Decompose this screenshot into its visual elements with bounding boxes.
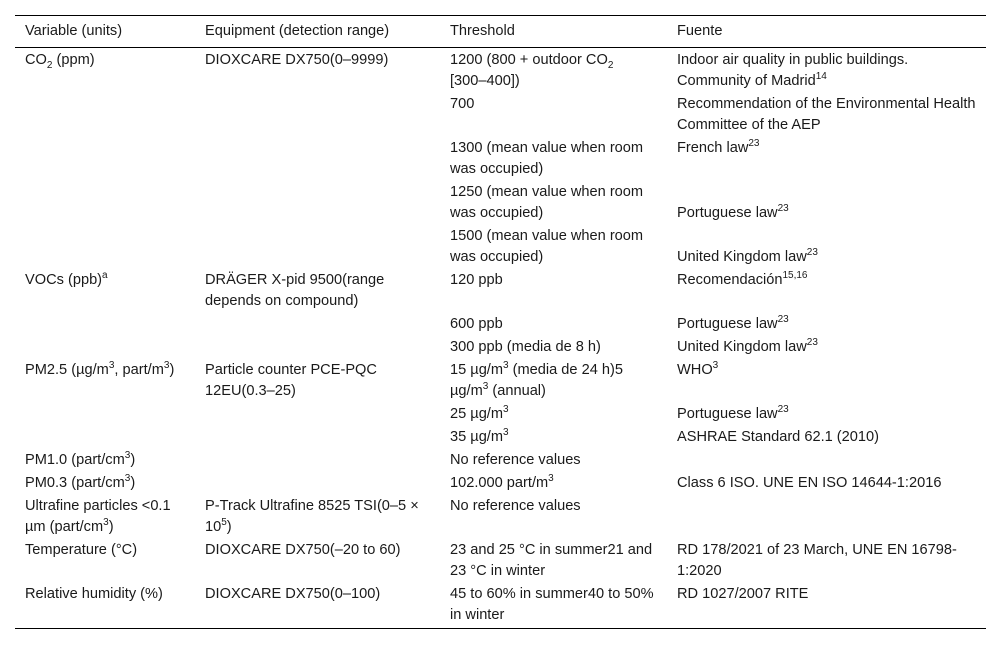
threshold-cell: 700 [450,96,475,112]
threshold-cell: No reference values [450,498,581,514]
threshold-cell: 1250 (mean value when room was occupied) [450,184,644,221]
source-cell: RD 1027/2007 RITE [667,583,986,629]
table-row [15,539,986,583]
variable-cell: VOCs (ppb)$^a$ [25,270,108,288]
threshold-cell: 600 ppb [450,316,503,332]
header-threshold: Threshold [440,16,667,48]
table-row [15,583,986,629]
header-row [15,16,986,48]
variable-cell: Temperature (°C) [25,542,138,558]
source-cell: RD 178/2021 of 23 March, UNE EN 16798-1:2020 [677,542,957,579]
threshold-cell: 23 and 25 °C in summer21 and 23 °C in winter [450,542,653,579]
thresholds-table [15,15,986,629]
source-cell: Portuguese law$^{23}$ [677,203,789,221]
source-cell: ASHRAE Standard 62.1 (2010) [677,429,879,445]
source-cell: Indoor air quality in public buildings. Community of Madrid$^{14}$ [677,52,909,89]
threshold-cell: No reference values [450,452,581,468]
source-cell: Recommendation of the Environmental Health Committee of the AEP [677,96,976,133]
variable-cell: PM2.5 ($\mu g/m^3$, part/$m^3$) [25,360,175,378]
header-variable: Variable (units) [15,16,195,48]
equipment-cell: P-Track Ultrafine 8525 $TSI(0-5 \times 10^5)$ [205,498,419,535]
table-row [15,426,986,449]
table-row [15,449,986,472]
header-source: Fuente [667,16,986,48]
table-row [15,181,986,225]
equipment-cell: DIOXCARE DX750(0–9999) [205,52,389,68]
table-row [15,495,986,539]
table-container [15,15,986,629]
header-equipment: Equipment (detection range) [195,16,440,48]
table-row [15,336,986,359]
threshold-cell: 1200 (800 + outdoor $CO_2$ [300–400]) [450,52,614,89]
source-cell: United Kingdom law$^{23}$ [677,337,818,355]
variable-cell: PM0.3 $(part/cm^3)$ [25,473,136,491]
threshold-cell: 102.000 part/$m^3$ [450,473,554,491]
threshold-cell: 25 $\mu g/m^3$ [450,404,509,422]
table-row [15,359,986,403]
source-cell: United Kingdom law$^{23}$ [677,247,818,265]
table-row [15,48,986,94]
source-cell: WHO$^3$ [677,360,719,378]
source-cell: Portuguese law$^{23}$ [677,404,789,422]
table-row [15,137,986,181]
equipment-cell: DRÄGER X-pid 9500(range depends on compound) [205,272,385,309]
equipment-cell: Particle counter PCE-PQC 12EU(0.3–25) [205,362,377,399]
threshold-cell: 15 $\mu g/m^3$ (media de 24 h)5 $\mu g/m^3$ (annual) [450,360,623,399]
table-row [15,93,986,137]
table-row [15,403,986,426]
source-cell: Portuguese law$^{23}$ [677,314,789,332]
variable-cell: Ultrafine particles <0.1 µm $(part/cm^3)$ [25,498,171,535]
equipment-cell: DIOXCARE DX750(0–100) [195,583,440,629]
variable-cell: $CO_2$ (ppm) [25,52,95,71]
threshold-cell: 1300 (mean value when room was occupied) [450,140,644,177]
table-row [15,225,986,269]
variable-cell: Relative humidity (%) [15,583,195,629]
threshold-cell: 35 $\mu g/m^3$ [450,427,509,445]
threshold-cell: 1500 (mean value when room was occupied) [450,228,644,265]
equipment-cell: DIOXCARE DX750(–20 to 60) [205,542,401,558]
variable-cell: PM1.0 $(part/cm^3)$ [25,450,136,468]
table-row [15,269,986,313]
source-cell: French law$^{23}$ [677,138,760,156]
table-row [15,472,986,495]
threshold-cell: 120 ppb [450,272,503,288]
table-row [15,313,986,336]
threshold-cell: 45 to 60% in summer40 to 50% in winter [440,583,667,629]
source-cell: Class 6 ISO. UNE EN ISO 14644-1:2016 [677,475,942,491]
threshold-cell: 300 ppb (media de 8 h) [450,339,601,355]
source-cell: Recomendación$^{15,16}$ [677,270,808,288]
